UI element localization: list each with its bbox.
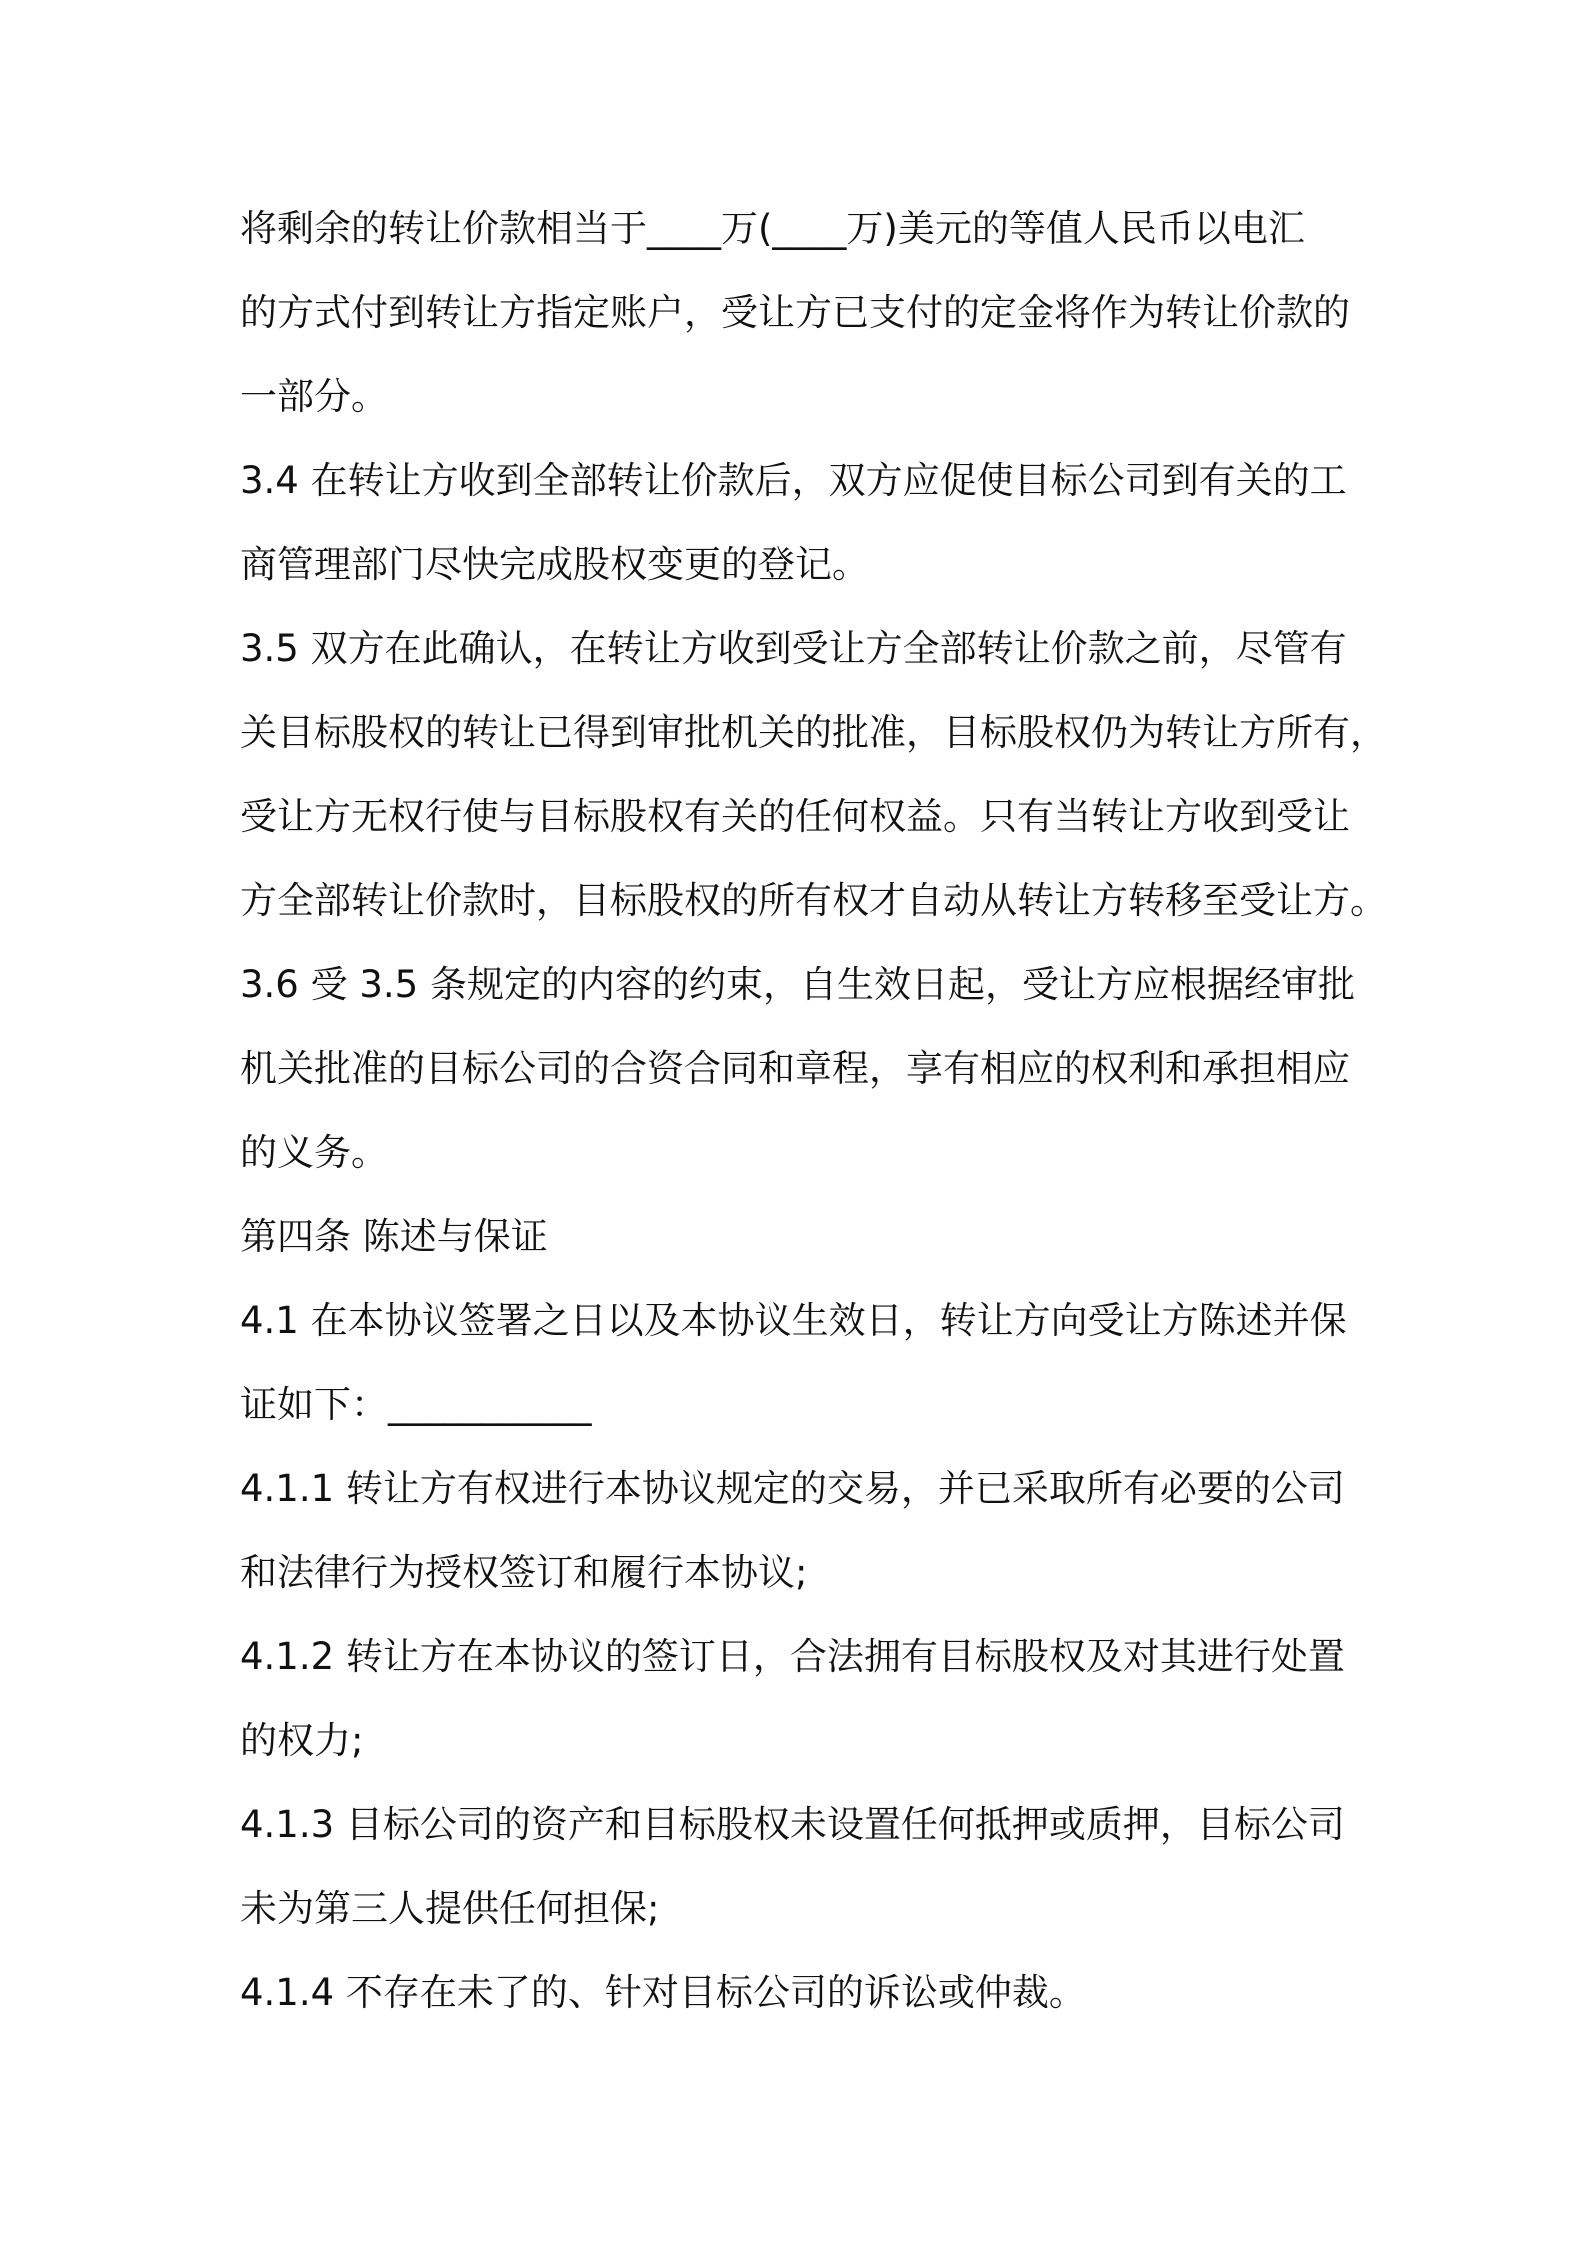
text-line: 方全部转让价款时，目标股权的所有权才自动从转让方转移至受让方。 [240, 879, 1387, 922]
text-line: 4.1.4 不存在未了的、针对目标公司的诉讼或仲裁。 [240, 1971, 1086, 2014]
text-line: 3.5 双方在此确认，在转让方收到受让方全部转让价款之前，尽管有 [240, 627, 1347, 670]
text-line: 的权力; [240, 1719, 364, 1762]
text-line: 3.4 在转让方收到全部转让价款后，双方应促使目标公司到有关的工 [240, 459, 1347, 502]
text-line: 的义务。 [240, 1131, 388, 1174]
text-line: 商管理部门尽快完成股权变更的登记。 [240, 543, 869, 586]
text-line: 3.6 受 3.5 条规定的内容的约束，自生效日起，受让方应根据经审批 [240, 963, 1355, 1006]
text-line: 关目标股权的转让已得到审批机关的批准，目标股权仍为转让方所有， [240, 711, 1387, 754]
text-line: 机关批准的目标公司的合资合同和章程，享有相应的权利和承担相应 [240, 1047, 1350, 1090]
text-line: 证如下：___________ [240, 1383, 592, 1426]
text-line: 将剩余的转让价款相当于____万(____万)美元的等值人民币以电汇 [240, 207, 1305, 250]
text-line: 的方式付到转让方指定账户，受让方已支付的定金将作为转让价款的 [240, 291, 1350, 334]
text-line: 4.1.2 转让方在本协议的签订日，合法拥有目标股权及对其进行处置 [240, 1635, 1345, 1678]
text-line: 4.1.1 转让方有权进行本协议规定的交易，并已采取所有必要的公司 [240, 1467, 1345, 1510]
text-line: 受让方无权行使与目标股权有关的任何权益。只有当转让方收到受让 [240, 795, 1350, 838]
text-line: 和法律行为授权签订和履行本协议; [240, 1551, 808, 1594]
text-line: 一部分。 [240, 375, 388, 418]
text-line: 4.1 在本协议签署之日以及本协议生效日，转让方向受让方陈述并保 [240, 1299, 1347, 1342]
text-line: 未为第三人提供任何担保; [240, 1887, 660, 1930]
text-line: 4.1.3 目标公司的资产和目标股权未设置任何抵押或质押，目标公司 [240, 1803, 1345, 1846]
section-heading: 第四条 陈述与保证 [240, 1215, 548, 1258]
